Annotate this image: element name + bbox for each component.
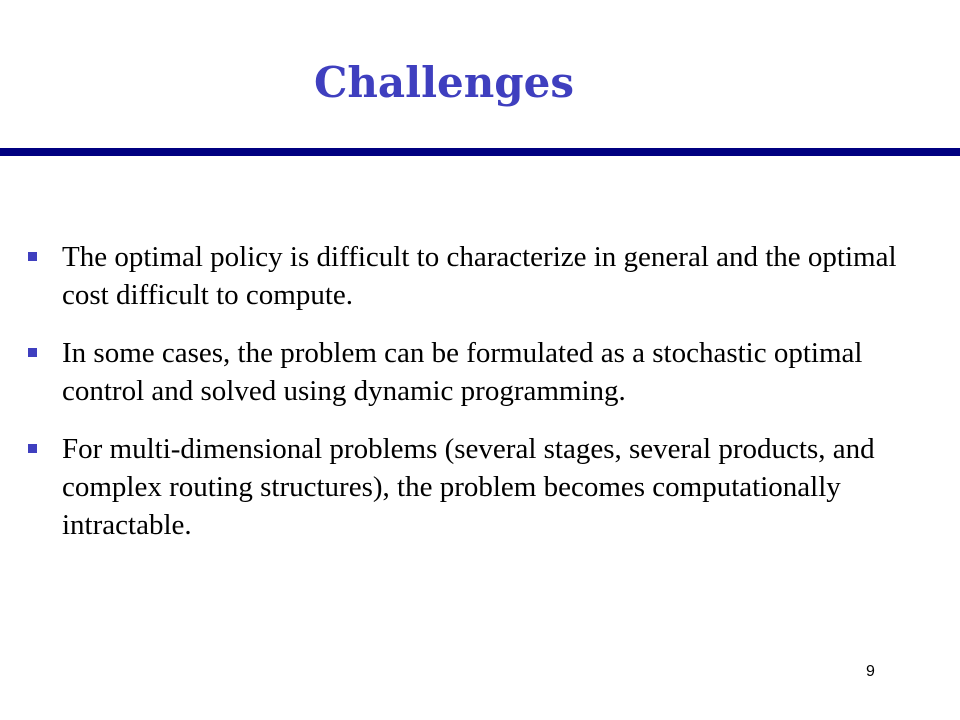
page-number: 9 — [866, 663, 875, 680]
bullet-item — [28, 430, 928, 544]
square-bullet-icon — [28, 348, 37, 357]
title-divider — [0, 148, 960, 156]
bullet-text: For multi-dimensional problems (several stages, several products, and complex routing structures), the problem becomes computationally intractable. — [62, 433, 875, 541]
bullet-item — [28, 238, 928, 314]
square-bullet-icon — [28, 444, 37, 453]
slide-title: Challenges — [313, 58, 575, 107]
bullet-text: In some cases, the problem can be formulated as a stochastic optimal control and solved using dynamic programming. — [62, 337, 863, 407]
square-bullet-icon — [28, 252, 37, 261]
bullet-item — [28, 334, 928, 410]
bullet-text: The optimal policy is difficult to characterize in general and the optimal cost difficult to compute. — [62, 241, 897, 311]
bullet-list — [28, 238, 928, 564]
